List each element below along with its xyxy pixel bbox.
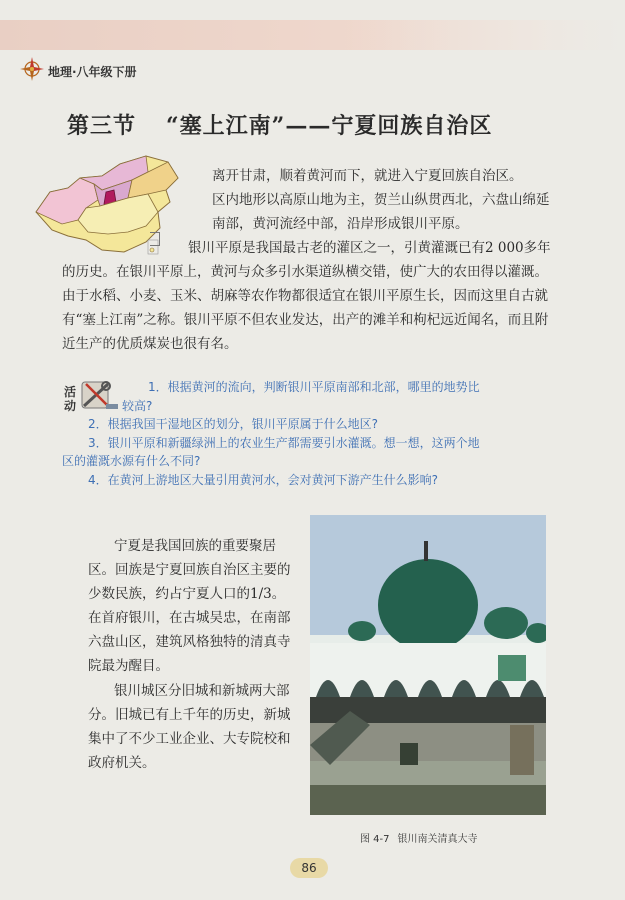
question-4: 4．在黄河上游地区大量引用黄河水，会对黄河下游产生什么影响? [88,472,439,487]
running-head: 地理·八年级下册 [48,65,137,79]
question-1-continued: 较高? [122,398,153,413]
compass-icon [20,57,44,81]
figure-title: 银川南关清真大寺 [397,834,478,845]
figure-caption [360,830,478,845]
figure-number: 图 4-7 [360,834,390,845]
question-1: 1．根据黄河的流向，判断银川平原南部和北部，哪里的地势比 [148,380,480,394]
activity-label: 活动 [64,385,77,413]
section-number: 第三节 [67,113,137,139]
section-title [67,109,547,140]
section-name: “塞上江南”——宁夏回族自治区 [166,113,493,139]
main-paragraph [62,236,560,356]
intro-paragraph-2: 区内地形以高原山地为主，贺兰山纵贯西北，六盘山绵延南部，黄河流经中部，沿岸形成银川平原。 [212,192,550,232]
page-number: 86 [290,858,328,878]
intro-paragraph-1: 离开甘肃，顺着黄河而下，就进入宁夏回族自治区。 [212,168,523,184]
hui-people-paragraph: 宁夏是我国回族的重要聚居区。回族是宁夏回族自治区主要的少数民族，约占宁夏人口的1/3。在首府银川，在古城吴忠，在南部六盘山区，建筑风格独特的清真寺院最为醒目。 [88,538,291,674]
main-paragraph-text: 银川平原是我国最古老的灌区之一，引黄灌溉已有2 000多年的历史。在银川平原上，黄河与众多引水渠道纵横交错，使广大的农田得以灌溉。由于水稻、小麦、玉米、胡麻等农作物都很适宜在银川平原生长，因而这里自古就有“塞上江南”之称。银川平原不但农业发达，出产的滩羊和枸杞远近闻名，而且附近生产的优质煤炭也很有名。 [62,240,551,352]
question-3: 3．银川平原和新疆绿洲上的农业生产都需要引水灌溉。想一想，这两个地 [88,435,480,450]
question-2: 2．根据我国干湿地区的划分，银川平原属于什么地区? [88,417,379,431]
question-3-continued: 区的灌溉水源有什么不同? [62,454,201,468]
activity-questions [62,378,562,489]
yinchuan-city-paragraph: 银川城区分旧城和新城两大部分。旧城已有上千年的历史，新城集中了不少工业企业、大专院校和政府机关。 [88,683,291,771]
header-band-fade [350,20,625,50]
intro-text [185,164,555,236]
mosque-photo [310,515,546,815]
